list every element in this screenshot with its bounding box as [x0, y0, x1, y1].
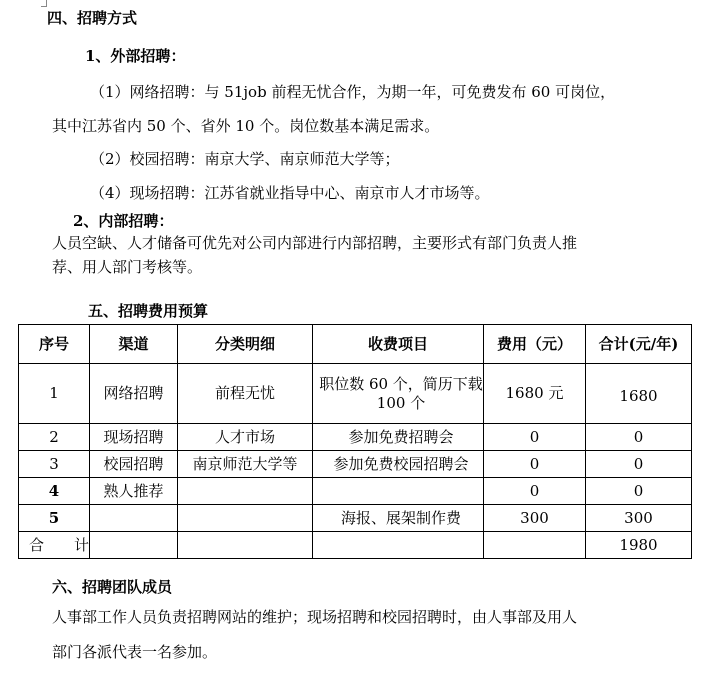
budget-table — [18, 324, 692, 559]
section6-heading: 六、招聘团队成员 — [52, 578, 173, 596]
header-fee: 费用（元） — [484, 325, 586, 364]
total-empty — [313, 532, 484, 559]
table-row — [19, 364, 692, 424]
row-channel — [90, 505, 178, 532]
external-recruitment-heading: 1、外部招聘： — [85, 47, 186, 65]
header-detail: 分类明细 — [178, 325, 313, 364]
row-detail: 南京师范大学等 — [178, 451, 313, 478]
row-no: 2 — [19, 424, 90, 451]
campus-recruitment: （2）校园招聘：南京大学、南京师范大学等； — [90, 150, 400, 168]
row-detail: 人才市场 — [178, 424, 313, 451]
row-no: 1 — [19, 364, 90, 424]
row-detail — [178, 478, 313, 505]
row-total: 0 — [586, 424, 692, 451]
row-detail — [178, 505, 313, 532]
row-channel: 网络招聘 — [90, 364, 178, 424]
row-fee: 300 — [484, 505, 586, 532]
total-label: 合 计 — [19, 532, 90, 559]
header-total: 合计(元/年) — [586, 325, 692, 364]
internal-recruitment-heading: 2、内部招聘： — [73, 212, 174, 230]
row-item: 参加免费招聘会 — [313, 424, 484, 451]
team-members-line1: 人事部工作人员负责招聘网站的维护；现场招聘和校园招聘时，由人事部及用人 — [52, 608, 578, 626]
total-value: 1980 — [586, 532, 692, 559]
row-total: 300 — [586, 505, 692, 532]
row-total: 0 — [586, 451, 692, 478]
table-row — [19, 478, 692, 505]
row-fee: 0 — [484, 451, 586, 478]
row-total: 0 — [586, 478, 692, 505]
row-no: 3 — [19, 451, 90, 478]
total-empty — [90, 532, 178, 559]
total-empty — [484, 532, 586, 559]
row-channel: 校园招聘 — [90, 451, 178, 478]
row-no: 4 — [19, 478, 90, 505]
table-row — [19, 505, 692, 532]
row-total: 1680 — [586, 364, 692, 424]
row-no: 5 — [19, 505, 90, 532]
team-members-line2: 部门各派代表一名参加。 — [52, 643, 218, 661]
onsite-recruitment: （4）现场招聘：江苏省就业指导中心、南京市人才市场等。 — [90, 184, 490, 202]
section4-heading: 四、招聘方式 — [47, 9, 138, 27]
table-header-row — [19, 325, 692, 364]
row-fee: 0 — [484, 478, 586, 505]
online-recruitment-line1: （1）网络招聘：与 51job 前程无忧合作，为期一年，可免费发布 60 可岗位， — [90, 83, 616, 101]
table-row — [19, 424, 692, 451]
row-channel: 现场招聘 — [90, 424, 178, 451]
online-recruitment-line2: 其中江苏省内 50 个、省外 10 个。岗位数基本满足需求。 — [52, 117, 440, 135]
total-empty — [178, 532, 313, 559]
row-fee: 1680 元 — [484, 364, 586, 424]
row-item: 参加免费校园招聘会 — [313, 451, 484, 478]
header-no: 序号 — [19, 325, 90, 364]
table-row — [19, 451, 692, 478]
row-detail: 前程无忧 — [178, 364, 313, 424]
row-item: 职位数 60 个，简历下载 100 个 — [313, 364, 484, 424]
page-corner-mark — [41, 0, 47, 7]
header-channel: 渠道 — [90, 325, 178, 364]
row-item: 海报、展架制作费 — [313, 505, 484, 532]
row-item — [313, 478, 484, 505]
table-total-row — [19, 532, 692, 559]
section5-heading: 五、招聘费用预算 — [88, 302, 209, 320]
row-channel: 熟人推荐 — [90, 478, 178, 505]
internal-recruitment-line2: 荐、用人部门考核等。 — [52, 258, 203, 276]
internal-recruitment-line1: 人员空缺、人才储备可优先对公司内部进行内部招聘，主要形式有部门负责人推 — [52, 234, 578, 252]
header-item: 收费项目 — [313, 325, 484, 364]
row-fee: 0 — [484, 424, 586, 451]
